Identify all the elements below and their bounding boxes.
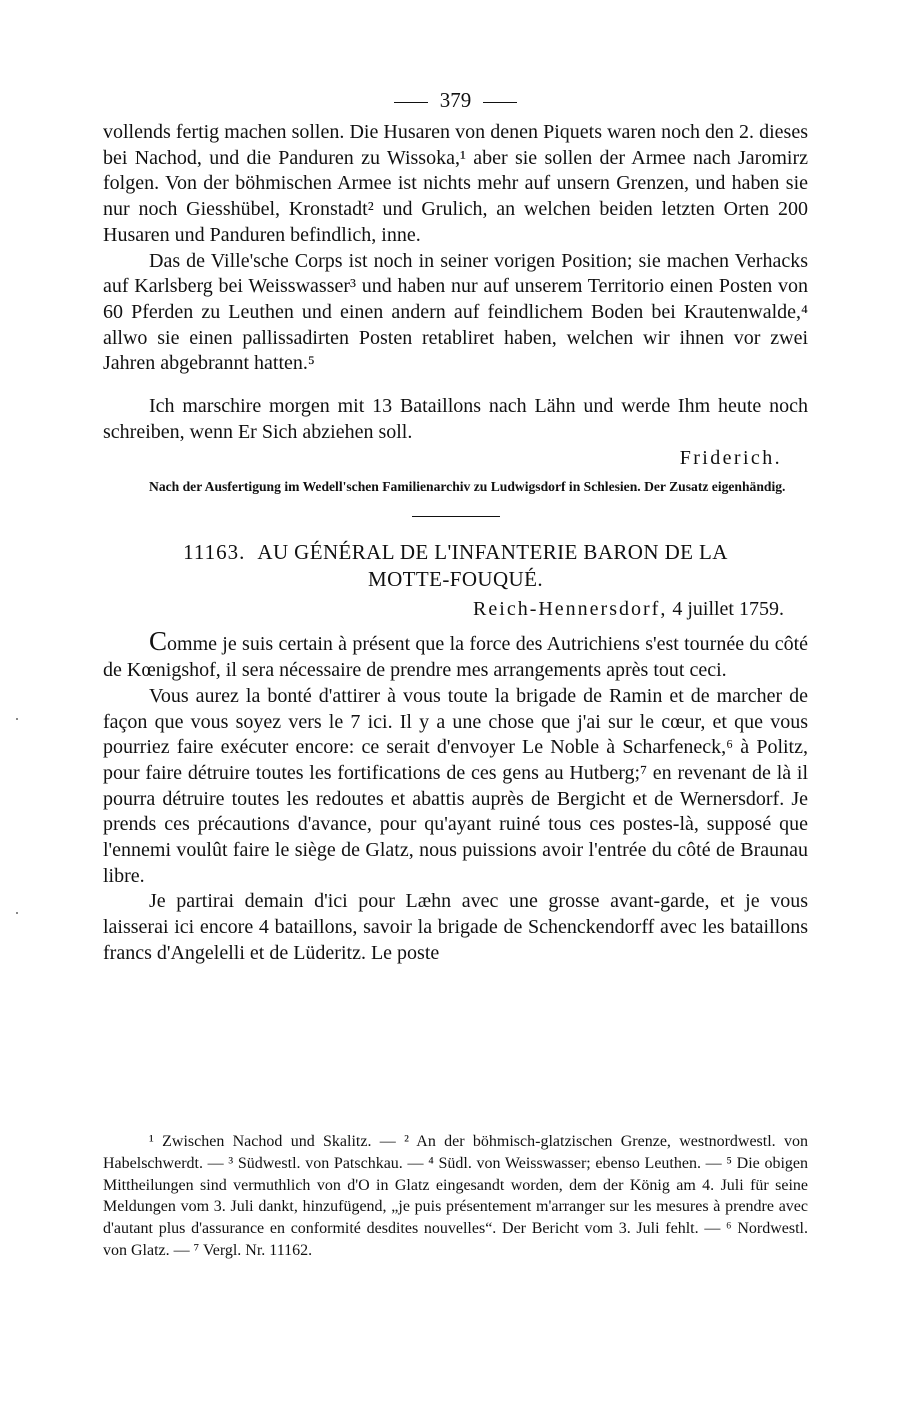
section-divider: [412, 516, 500, 517]
letter-1-paragraph-2: Das de Ville'sche Corps ist noch in seiner vorigen Position; sie machen Verhacks auf Karlsberg bei Weisswasser³ und haben nur auf unserem Territorio einen Posten von 60 Pferden zu Leuthen und einen andern auf feindlichem Boden bei Krautenwalde,⁴ allwo sie einen pallissadirten Posten retabliret haben, welchen wir ihnen vor zwei Jahren abgebrannt hatten.⁵: [103, 249, 808, 375]
paragraph-gap: [103, 377, 808, 394]
letter-heading-line-2: MOTTE-FOUQUÉ.: [368, 567, 543, 592]
letter-2-paragraph-2: Vous aurez la bonté d'attirer à vous toute la brigade de Ramin et de marcher de façon que vous soyez vers le 7 ici. Il y a une chose que j'ai sur le cœur, et que vous pourriez faire exécuter encore: ce serait d'envoyer Le Noble à Scharfeneck,⁶ à Politz, pour faire détruire toutes les fortifications de ces gens au Hutberg;⁷ en revenant de là il pourra détruire toutes les redoutes et abattis auprès de Bergicht et de Wernersdorf. Je prends ces précautions d'avance, pour qu'ayant ruiné tous ces postes-là, supposé que l'ennemi voulût faire le siège de Glatz, nous puissions avoir l'entrée du côté de Braunau libre.: [103, 684, 808, 887]
dateline: [103, 595, 784, 623]
letter-number: 11163.: [183, 540, 246, 565]
footnote-text: ¹ Zwischen Nachod und Skalitz. — ² An der böhmisch-glatzischen Grenze, westnordwestl. von Habelschwerdt. — ³ Südwestl. von Patschkau. — ⁴ Südl. von Weisswasser; ebenso Leuthen. — ⁵ Die obigen Mittheilungen sind vermuthlich von d'O in Glatz eingesandt worden, dem der König am 4. Juli für seine Meldungen vom 3. Juli dankt, hinzufügend, „je puis présentement m'arranger sur les mesures à prendre avec d'autant plus d'assurance en conformité desdites nouvelles“. Der Bericht vom 3. Juli fehlt. — ⁶ Nordwestl. von Glatz. — ⁷ Vergl. Nr. 11162.: [103, 1133, 808, 1259]
dateline-date: 4 juillet 1759.: [672, 598, 784, 621]
margin-speck: [16, 718, 18, 720]
letter-2-heading: [103, 539, 808, 593]
footnotes: [103, 1131, 808, 1262]
source-note: Nach der Ausfertigung im Wedell'schen Familienarchiv zu Ludwigsdorf in Schlesien. Der Zusatz eigenhändig.: [149, 479, 786, 495]
page-number: 379: [439, 88, 472, 112]
dropcap: C: [149, 626, 168, 657]
page-number-dash-left: [394, 102, 428, 103]
page-number-dash-right: [483, 102, 517, 103]
letter-2-paragraph-3: Je partirai demain d'ici pour Læhn avec une grosse avant-garde, et je vous laisserai ici encore 4 bataillons, savoir la brigade de Schenckendorff avec les bataillons francs d'Angelelli et de Lüderitz. Le poste: [103, 890, 808, 964]
signature: Friderich.: [679, 447, 782, 470]
letter-2-paragraph-1: [103, 626, 808, 683]
letter-1-paragraph-1: vollends fertig machen sollen. Die Husaren von denen Piquets waren noch den 2. dieses bei Nachod, und die Panduren zu Wissoka,¹ aber sie sollen der Armee nach Jaromirz folgen. Von der böhmischen Armee ist nichts mehr auf unsern Grenzen, und haben sie nur noch Giesshübel, Kronstadt² und Grulich, an welchen beiden letzten Orten 200 Husaren und Panduren befindlich, inne.: [103, 121, 808, 246]
letter-2-paragraph-1-text: omme je suis certain à présent que la force des Autrichiens s'est tournée du côté de Kœnigshof, il sera nécessaire de prendre mes arrangements après tout ceci.: [103, 633, 808, 682]
margin-speck: [16, 912, 18, 914]
letter-1-postscript: Ich marschire morgen mit 13 Bataillons nach Lähn und werde Ihm heute noch schreiben, wenn Er Sich abziehen soll.: [103, 395, 808, 443]
letter-heading-line-1: AU GÉNÉRAL DE L'INFANTERIE BARON DE LA: [257, 540, 728, 565]
page-header: [103, 86, 808, 116]
page-content: [103, 86, 808, 967]
dateline-place: Reich-Hennersdorf,: [473, 598, 668, 621]
